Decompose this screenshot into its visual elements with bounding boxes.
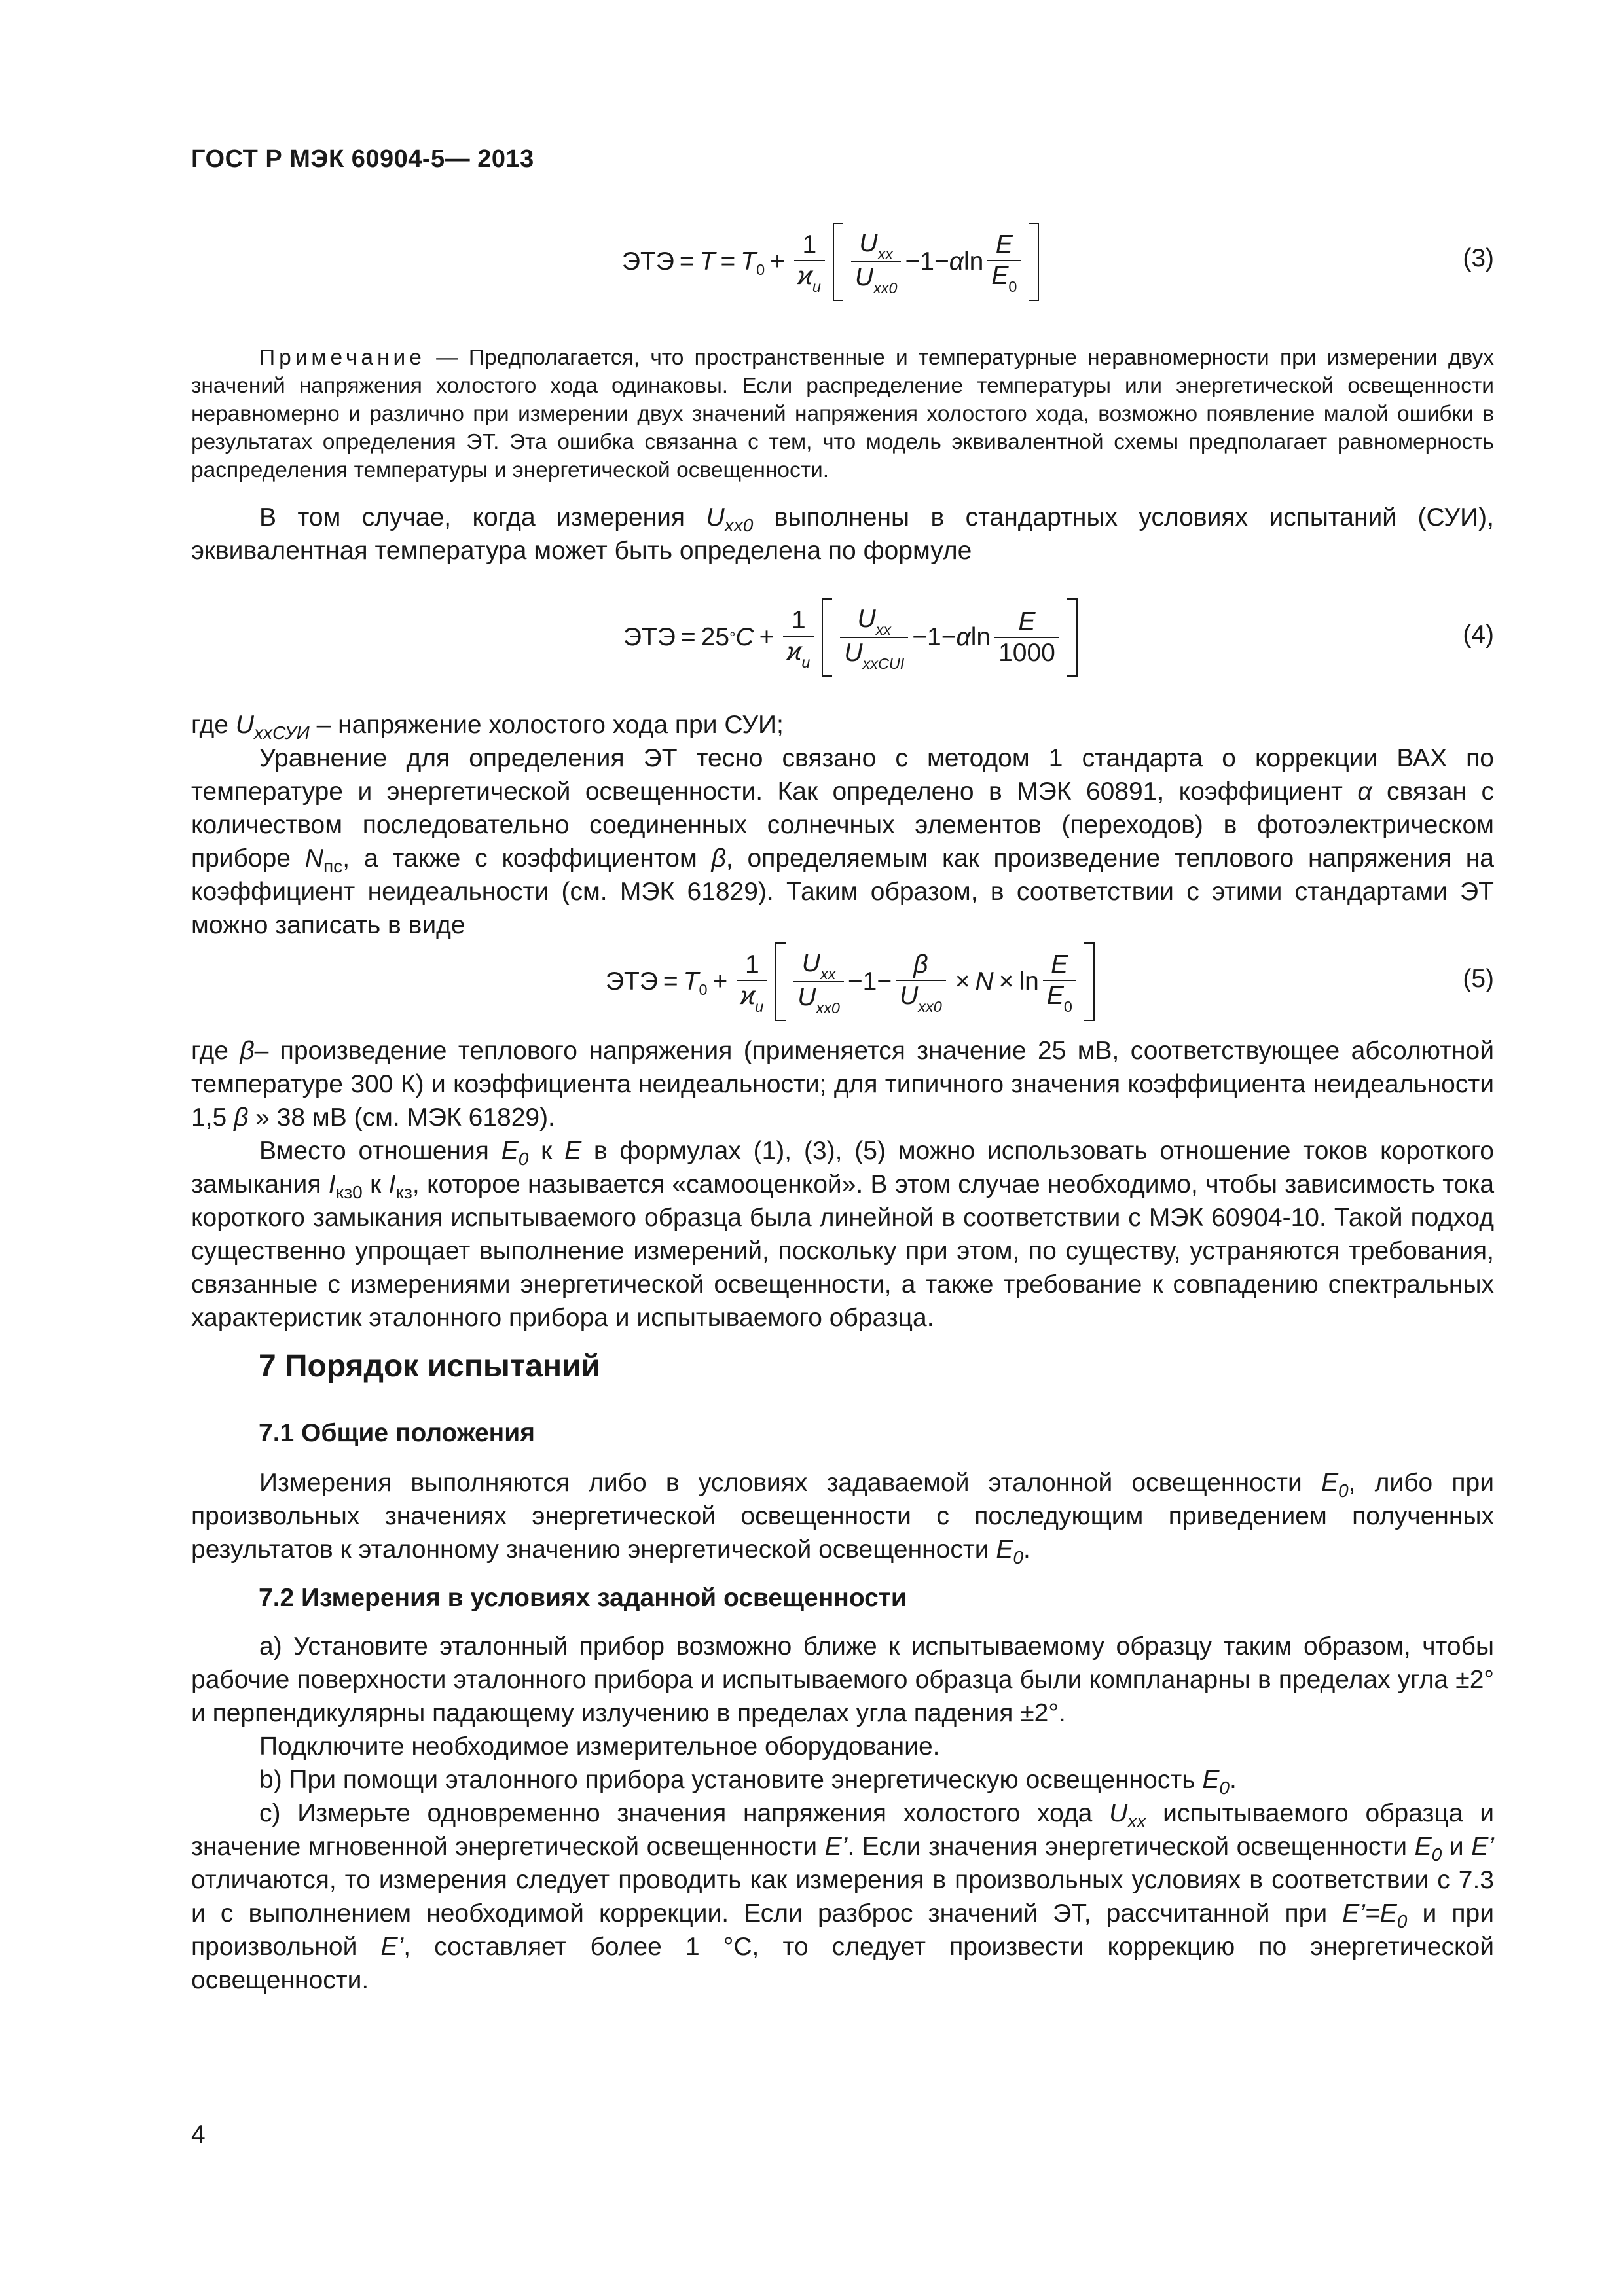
step-a: a) Установите эталонный прибор возможно ближе к испытываемому образцу таким образом, чтобы рабочие поверхности эталонного прибора и испытываемого образца были компланарны в пределах угла ±2° и перпендикулярны падающему излучению в пределах угла падения ±2°. [191,1632,1494,1727]
paragraph-std-conditions: В том случае, когда измерения $U_{xx0}$ выполнены в стандартных условиях испытаний (СУИ), эквивалентная температура может быть определена по формуле [191,503,1494,565]
where-uxxsui: где $U_{xxСУИ}$ – напряжение холостого хода при СУИ; [191,711,784,743]
equation-3: ЭТЭ = T = T 0 + $\frac{1}{ϰ_и}$ $\frac{U_{xx}}{U_{xx0}}$ −1− α ln $\frac{E}{E_0}$ [622,223,1043,301]
note-text: — Предполагается, что пространственные и температурные неравномерности при измерении двух значений напряжения холостого хода одинаковы. Если распределение температуры или энергетической освещенности неравномерно и различно при измерении двух значений напряжения холостого хода, возможно появление малой ошибки в результатах определения ЭТ. Эта ошибка связанна с тем, что модель эквивалентной схемы предполагает равномерность распределения температуры и энергетической освещенности. [191,346,1494,482]
paragraph-7-1: Измерения выполняются либо в условиях задаваемой эталонной освещенности $E_0$, либо при произвольных значениях энергетической освещенности с последующим приведением полученных результатов к эталонному значению энергетической освещенности $E_0$. [191,1469,1495,1568]
running-header: ГОСТ Р МЭК 60904-5— 2013 [191,145,534,173]
step-b: b) При помощи эталонного прибора установите энергетическую освещенность $E_0$. [259,1766,1237,1798]
step-a-connect: Подключите необходимое измерительное оборудование. [259,1732,940,1761]
equation-3-number: (3) [1463,244,1494,272]
section-heading-7-1: 7.1 Общие положения [259,1419,535,1447]
paragraph-self-evaluation: Вместо отношения $E_0$ к E в формулах (1), (3), (5) можно использовать отношение токов короткого замыкания $I_{кз0}$ к $I_{кз}$, которое называется «самооценкой». В этом случае необходимо, чтобы зависимость тока короткого замыкания испытываемого образца была линейной в соответствии с МЭК 60904-10. Такой подход существенно упрощает выполнение измерений, поскольку при этом, по существу, устраняются требования, связанные с измерениями энергетической освещенности, а также требование к совпадению спектральных характеристик эталонного прибора и испытываемого образца. [191,1137,1495,1332]
where-beta: где β– произведение теплового напряжения (применяется значение 25 мВ, соответствующее абсолютной температуре 300 К) и коэффициента неидеальности; для типичного значения коэффициента неидеальности 1,5 β » 38 мВ (см. МЭК 61829). [191,1037,1494,1132]
section-heading-7: 7 Порядок испытаний [259,1349,601,1384]
equation-4: ЭТЭ = 25 ° C + $\frac{1}{ϰ_и}$ $\frac{U_{xx}}{U_{xxCUI}}$ −1− α ln $\frac{E}{1000}$ [623,598,1082,677]
step-c: c) Измерьте одновременно значения напряжения холостого хода $U_{xx}$ испытываемого образца и значение мгновенной энергетической освещенности E’. Если значения энергетической освещенности $E_0$ и E’ отличаются, то измерения следует проводить как измерения в произвольных условиях в соответствии с 7.3 и с выполнением необходимой коррекции. Если разброс значений ЭТ, рассчитанной при $E’=E_0$ и при произвольной E’, составляет более 1 °С, то следует произвести коррекцию по энергетической освещенности. [191,1799,1495,1994]
section-heading-7-2: 7.2 Измерения в условиях заданной освещенности [259,1584,907,1612]
equation-5: ЭТЭ = T 0 + $\frac{1}{ϰ_и}$ $\frac{U_{xx}}{U_{xx0}}$ −1− $\frac{\beta}{U_{xx0}}$ × N × ln $\frac{E}{E_0}$ [606,942,1099,1021]
equation-4-number: (4) [1463,620,1494,649]
note-label: Примечание [259,346,426,370]
note-paragraph [191,344,1494,484]
equation-5-number: (5) [1463,965,1494,993]
paragraph-equation-relation: Уравнение для определения ЭТ тесно связано с методом 1 стандарта о коррекции ВАХ по температуре и энергетической освещенности. Как определено в МЭК 60891, коэффициент α связан с количеством последовательно соединенных солнечных элементов (переходов) в фотоэлектрическом приборе $N_{пс}$, а также с коэффициентом β, определяемым как произведение теплового напряжения на коэффициент неидеальности (см. МЭК 61829). Таким образом, в соответствии с этими стандартами ЭТ можно записать в виде [191,744,1494,939]
page-number: 4 [191,2121,206,2149]
eq3-lhs: ЭТЭ [622,247,674,276]
